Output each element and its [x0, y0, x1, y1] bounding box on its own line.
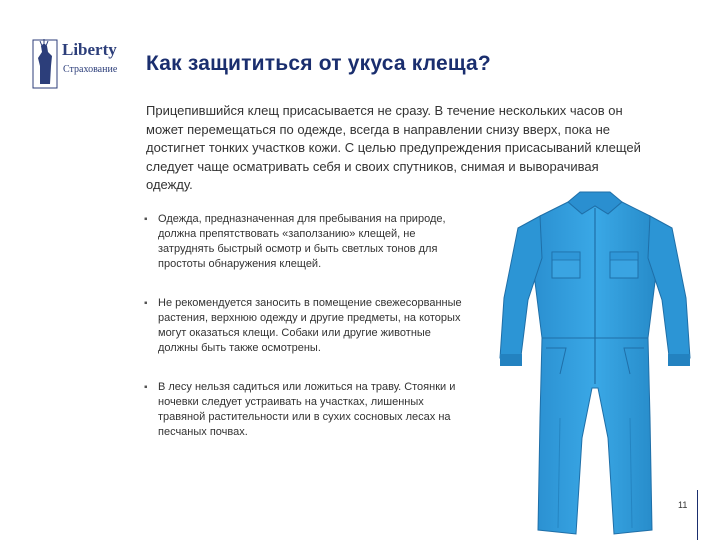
logo-subtitle: Страхование	[63, 64, 118, 75]
intro-paragraph: Прицепившийся клещ присасывается не сразу. В течение нескольких часов он может перемещаться по одежде, всегда в направлении снизу вверх, пока не достигнет тонких участков кожи. С целью предупреждения присасываний клещей следует чаще осматривать себя и своих спутников, снимая и выворачивая одежду.	[146, 103, 641, 192]
page-number: 11	[678, 500, 688, 510]
bullet-item: ▪ Одежда, предназначенная для пребывания на природе, должна препятствовать «заползанию» клещей, не затруднять быстрый осмотр и быть светлых тонов для простоты обнаружения клещей.	[144, 212, 464, 272]
logo-brand: Liberty	[62, 40, 117, 59]
bullet-item: ▪ Не рекомендуется заносить в помещение свежесорванные растения, верхнюю одежду и другие предметы, на которых могут оказаться клещи. Собаки или другие животные должны быть также осмотрены.	[144, 296, 464, 356]
blue-coverall-image	[490, 188, 700, 540]
bullet-list	[144, 212, 464, 440]
footer-divider	[697, 490, 698, 540]
statue-of-liberty-icon	[30, 38, 60, 90]
company-logo	[30, 38, 130, 90]
page-title: Как защититься от укуса клеща?	[146, 52, 491, 75]
bullet-item: ▪ В лесу нельзя садиться или ложиться на траву. Стоянки и ночевки следует устраивать на участках, лишенных травяной растительности или в сухих сосновых лесах на песчаных почвах.	[144, 380, 464, 440]
